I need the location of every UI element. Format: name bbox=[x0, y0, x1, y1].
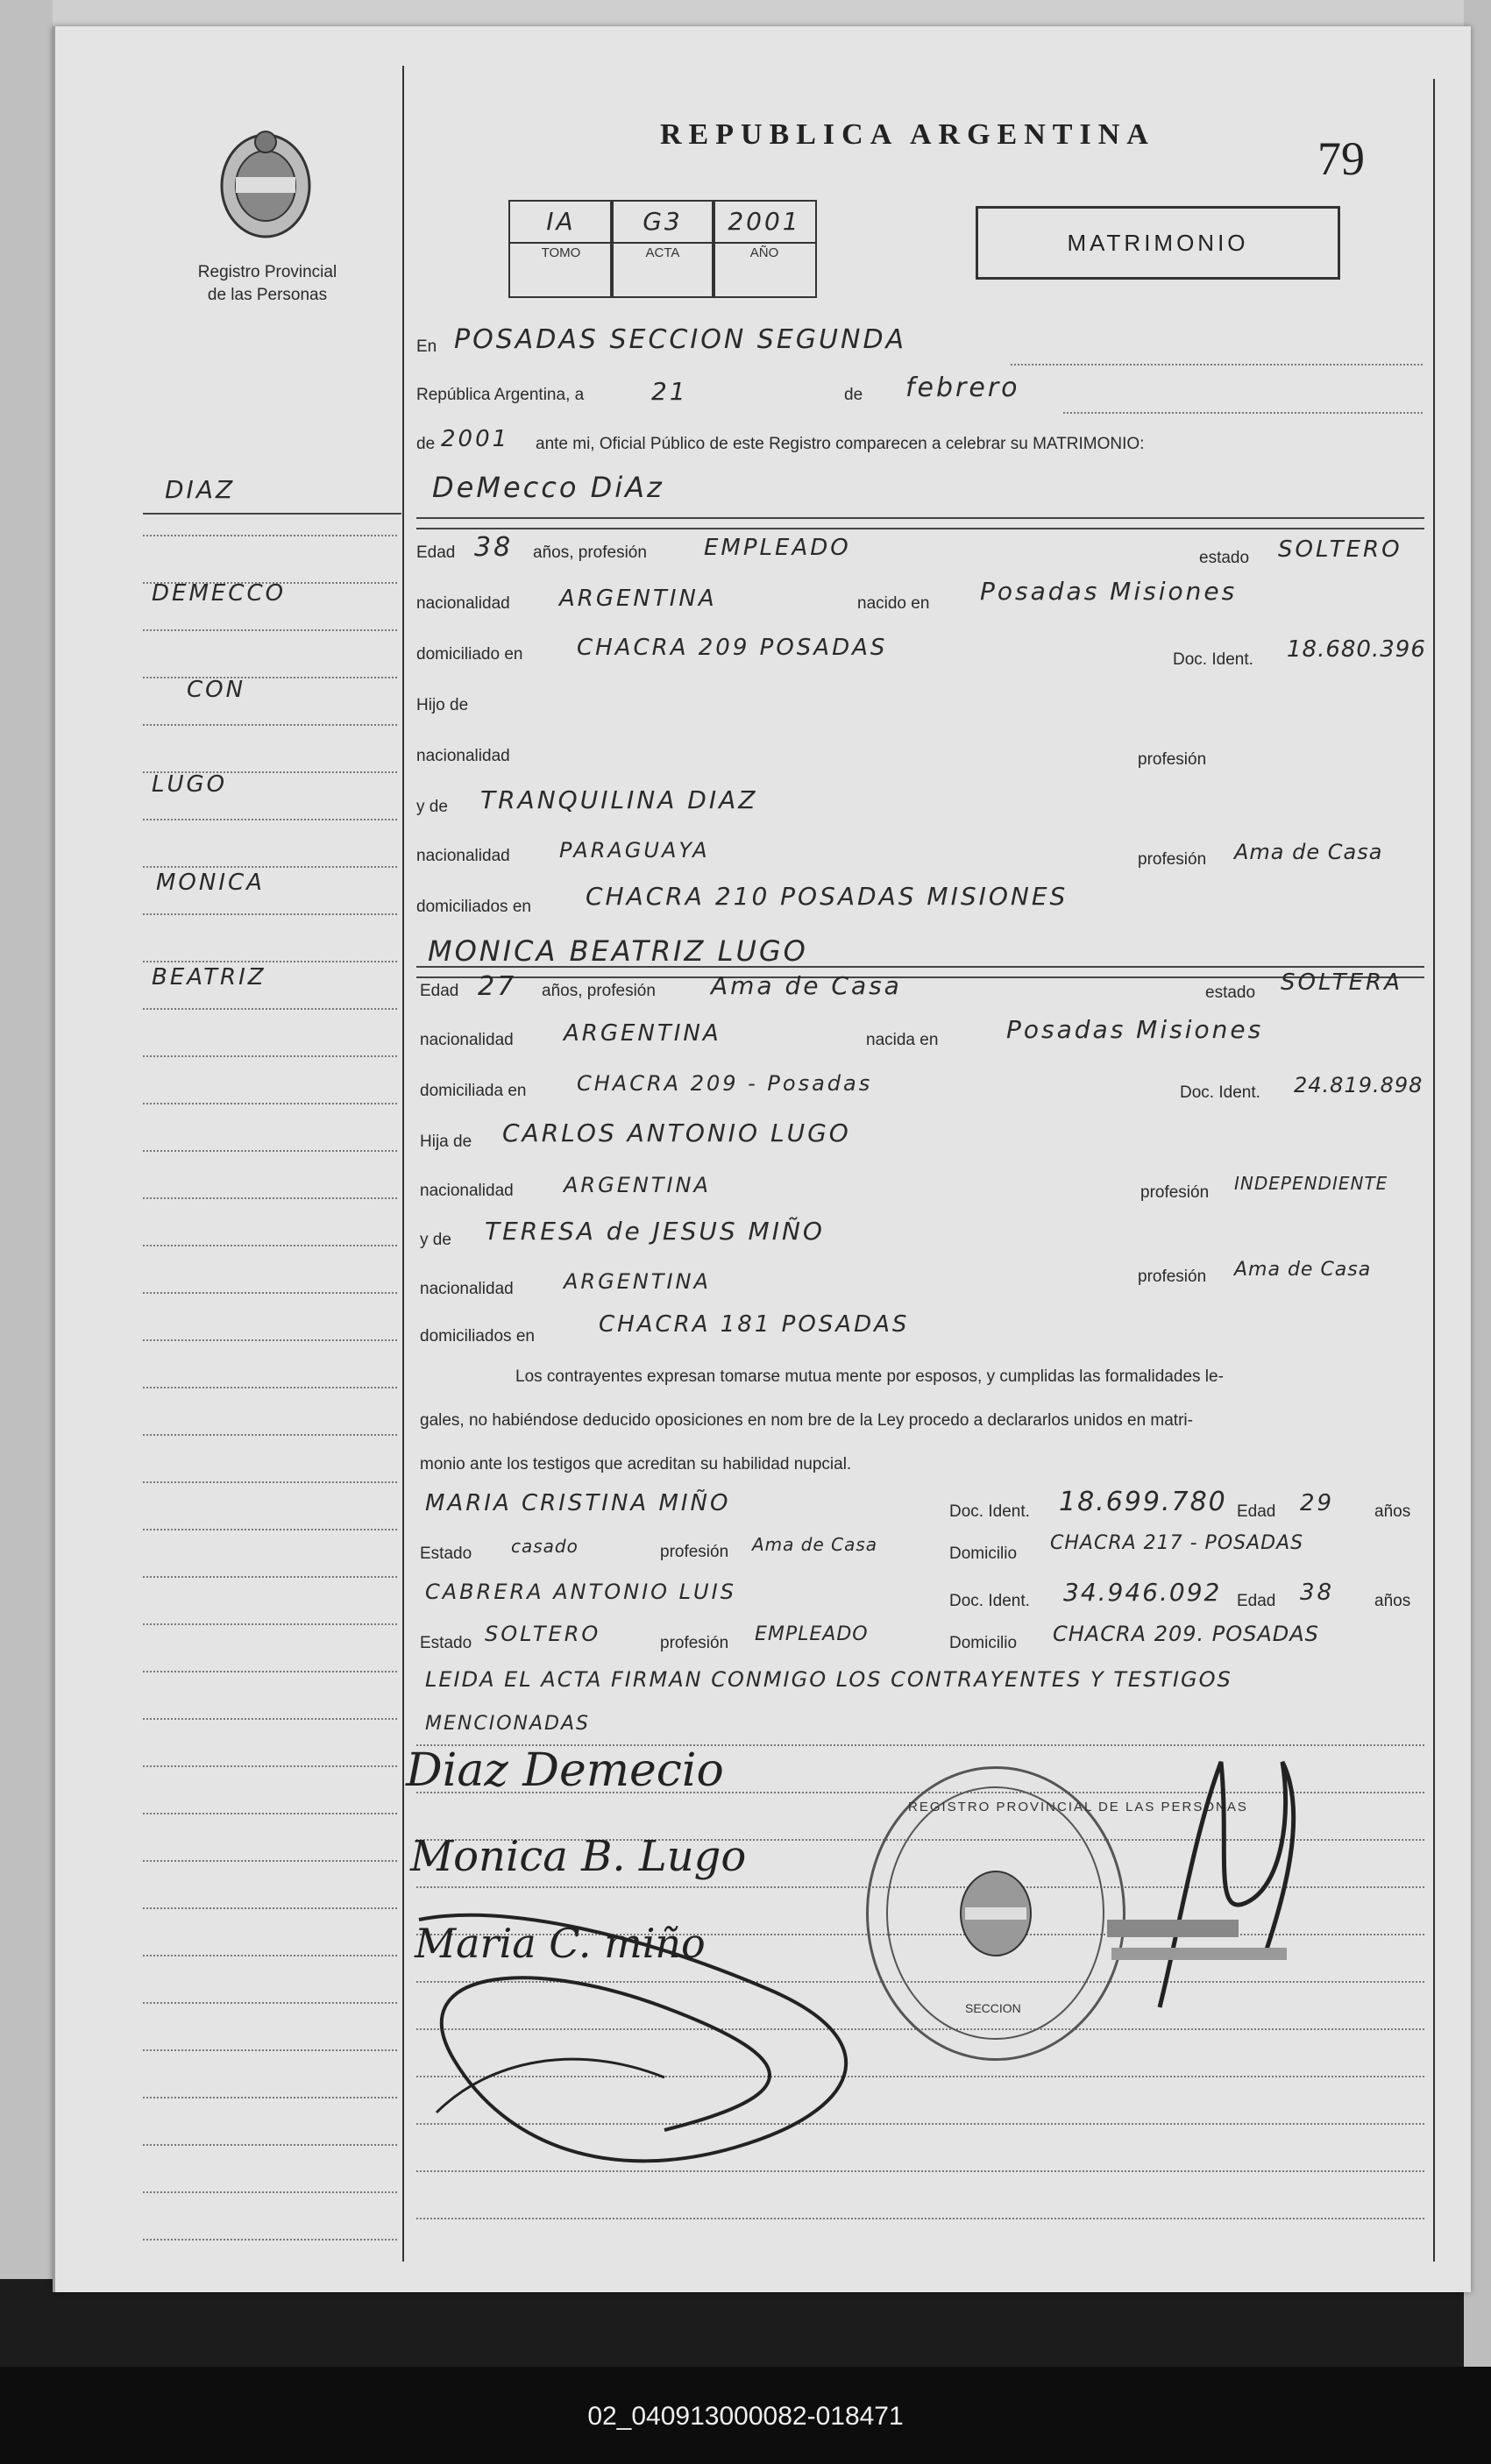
tomo-cell bbox=[508, 200, 614, 298]
margin-name-5: MONICA bbox=[156, 870, 265, 896]
bride-mother-prof-label: profesión bbox=[1138, 1268, 1207, 1286]
day-value: 21 bbox=[651, 377, 688, 406]
tomo-value: IA bbox=[510, 202, 612, 244]
stamp-text: REGISTRO PROVINCIAL DE LAS PERSONAS bbox=[908, 1800, 1248, 1814]
margin-rule bbox=[143, 677, 397, 678]
bride-nacionalidad-label: nacionalidad bbox=[420, 1031, 514, 1049]
margin-rule bbox=[143, 1955, 397, 1956]
official-signature bbox=[1107, 1727, 1335, 2025]
witness2-edad-label: Edad bbox=[1237, 1592, 1276, 1610]
margin-rule bbox=[143, 1481, 397, 1483]
rule bbox=[1063, 412, 1423, 414]
witness2-address: CHACRA 209. POSADAS bbox=[1053, 1622, 1319, 1646]
groom-name: DeMecco DiAz bbox=[432, 471, 664, 504]
de2-label: de bbox=[416, 435, 436, 453]
bride-doc: 24.819.898 bbox=[1294, 1073, 1424, 1097]
bride-profesion-label: años, profesión bbox=[542, 982, 656, 1000]
groom-profesion-label: años, profesión bbox=[533, 543, 647, 562]
margin-rule bbox=[143, 2097, 397, 2098]
groom-mother: TRANQUILINA DIAZ bbox=[480, 785, 758, 814]
margin-rule bbox=[143, 1008, 397, 1010]
margin-rule bbox=[143, 2144, 397, 2146]
ano-label: AÑO bbox=[749, 245, 779, 260]
groom-nationality: ARGENTINA bbox=[559, 586, 717, 612]
rule bbox=[416, 517, 1424, 519]
margin-rule bbox=[143, 1245, 397, 1246]
margin-rule bbox=[143, 2191, 397, 2193]
groom-doc: 18.680.396 bbox=[1287, 636, 1426, 663]
coat-of-arms-icon bbox=[213, 123, 318, 245]
witness1-estado: casado bbox=[511, 1536, 579, 1557]
year-value: 2001 bbox=[441, 426, 510, 452]
margin-rule bbox=[143, 1576, 397, 1578]
witness1-edad-label: Edad bbox=[1237, 1502, 1276, 1521]
witness1-anos-label: años bbox=[1374, 1502, 1411, 1521]
signature-bride: Monica B. Lugo bbox=[410, 1832, 747, 1881]
ano-value: 2001 bbox=[714, 202, 815, 244]
groom-estado: SOLTERO bbox=[1278, 536, 1402, 563]
margin-rule bbox=[143, 535, 397, 536]
bride-nationality: ARGENTINA bbox=[564, 1020, 721, 1047]
signature-groom: Diaz Demecio bbox=[406, 1744, 724, 1797]
country-title: REPUBLICA ARGENTINA bbox=[660, 118, 1155, 151]
groom-doc-label: Doc. Ident. bbox=[1173, 650, 1253, 669]
groom-mother-nat-label: nacionalidad bbox=[416, 847, 510, 865]
bride-estado: SOLTERA bbox=[1281, 969, 1402, 996]
bride-address: CHACRA 209 - Posadas bbox=[577, 1071, 873, 1096]
witness2-profesion-label: profesión bbox=[660, 1634, 729, 1652]
registry-name-line1: Registro Provincial bbox=[197, 263, 337, 281]
republica-label: República Argentina, a bbox=[416, 386, 585, 404]
margin-rule bbox=[143, 582, 397, 584]
margin-name-3: CON bbox=[187, 677, 246, 703]
place-value: POSADAS SECCION SEGUNDA bbox=[454, 324, 907, 355]
margin-rule bbox=[143, 2049, 397, 2051]
margin-rule bbox=[143, 1339, 397, 1341]
margin-rule bbox=[143, 1150, 397, 1152]
content-rule bbox=[416, 2218, 1424, 2219]
witness1-doc: 18.699.780 bbox=[1059, 1487, 1227, 1517]
right-border bbox=[1433, 79, 1435, 2262]
margin-rule bbox=[143, 1860, 397, 1862]
ano-cell bbox=[712, 200, 817, 298]
bride-domicilio-label: domiciliada en bbox=[420, 1082, 527, 1100]
margin-rule bbox=[143, 1718, 397, 1720]
groom-father-nat-label: nacionalidad bbox=[416, 747, 510, 765]
groom-domicilio-label: domiciliado en bbox=[416, 645, 523, 664]
document-type-box bbox=[976, 206, 1340, 280]
bride-mother-nat-label: nacionalidad bbox=[420, 1280, 514, 1298]
margin-name-1: DIAZ bbox=[165, 475, 236, 504]
groom-parents-addr-label: domiciliados en bbox=[416, 898, 531, 916]
bride-doc-label: Doc. Ident. bbox=[1180, 1083, 1260, 1102]
bride-father-nat-label: nacionalidad bbox=[420, 1182, 514, 1200]
acta-cell bbox=[610, 200, 715, 298]
groom-birthplace: Posadas Misiones bbox=[980, 577, 1238, 606]
witness1-domicilio-label: Domicilio bbox=[949, 1544, 1018, 1563]
margin-rule bbox=[143, 1671, 397, 1672]
bride-father-prof: INDEPENDIENTE bbox=[1234, 1173, 1388, 1194]
witness1-estado-label: Estado bbox=[420, 1544, 472, 1563]
bride-name: MONICA BEATRIZ LUGO bbox=[428, 934, 808, 968]
acta-value: G3 bbox=[612, 202, 714, 244]
rule bbox=[416, 528, 1424, 529]
witness2-domicilio-label: Domicilio bbox=[949, 1634, 1018, 1652]
rule bbox=[416, 976, 1424, 978]
bride-mother-prof: Ama de Casa bbox=[1234, 1259, 1372, 1281]
margin-name-2: DEMECCO bbox=[152, 580, 287, 607]
witness2-name: CABRERA ANTONIO LUIS bbox=[425, 1580, 736, 1604]
bride-nacida-label: nacida en bbox=[866, 1031, 939, 1049]
footer-code: 02_040913000082-018471 bbox=[587, 2402, 904, 2431]
margin-rule bbox=[143, 1434, 397, 1436]
groom-age: 38 bbox=[474, 532, 514, 563]
margin-rule bbox=[143, 1387, 397, 1388]
margin-rule bbox=[143, 1055, 397, 1057]
bride-hija-label: Hija de bbox=[420, 1133, 472, 1151]
page-number: 79 bbox=[1317, 132, 1365, 185]
margin-rule bbox=[143, 513, 401, 515]
en-label: En bbox=[416, 337, 437, 356]
groom-hijo-label: Hijo de bbox=[416, 696, 469, 714]
witness1-profession: Ama de Casa bbox=[752, 1534, 878, 1555]
ante-text: ante mi, Oficial Público de este Registro comparecen a celebrar su MATRIMONIO: bbox=[536, 435, 1145, 453]
groom-nacido-label: nacido en bbox=[857, 594, 930, 613]
margin-rule bbox=[143, 2239, 397, 2240]
groom-address: CHACRA 209 POSADAS bbox=[577, 635, 888, 661]
margin-rule bbox=[143, 1529, 397, 1530]
bride-parents-addr-label: domiciliados en bbox=[420, 1327, 535, 1346]
rule bbox=[1011, 364, 1423, 366]
signature-scribble bbox=[401, 1885, 875, 2174]
bride-father-nat: ARGENTINA bbox=[564, 1173, 711, 1197]
margin-rule bbox=[143, 1813, 397, 1814]
groom-yde-label: y de bbox=[416, 798, 448, 816]
bride-father: CARLOS ANTONIO LUGO bbox=[502, 1118, 851, 1147]
margin-rule bbox=[143, 913, 397, 915]
groom-profession: EMPLEADO bbox=[704, 535, 851, 561]
bride-edad-label: Edad bbox=[420, 982, 459, 1000]
stamp-seccion: SECCION bbox=[965, 2001, 1021, 2015]
closing-line-2: MENCIONADAS bbox=[425, 1713, 590, 1735]
bride-father-prof-label: profesión bbox=[1140, 1183, 1210, 1202]
document-type: MATRIMONIO bbox=[1067, 230, 1249, 256]
official-title-stamp bbox=[1111, 1948, 1287, 1960]
witness1-address: CHACRA 217 - POSADAS bbox=[1050, 1532, 1304, 1554]
groom-estado-label: estado bbox=[1199, 549, 1250, 567]
bride-parents-addr: CHACRA 181 POSADAS bbox=[599, 1311, 910, 1338]
margin-rule bbox=[143, 1292, 397, 1294]
formal-line-3: monio ante los testigos que acreditan su habilidad nupcial. bbox=[420, 1455, 852, 1473]
formal-line-1: Los contrayentes expresan tomarse mutua mente por esposos, y cumplidas las formalidades le- bbox=[515, 1367, 1224, 1386]
bride-yde-label: y de bbox=[420, 1231, 451, 1249]
margin-rule bbox=[143, 724, 397, 726]
witness2-doc-label: Doc. Ident. bbox=[949, 1592, 1030, 1610]
closing-line-1: LEIDA EL ACTA FIRMAN CONMIGO LOS CONTRAYENTES Y TESTIGOS bbox=[425, 1667, 1232, 1692]
witness2-anos-label: años bbox=[1374, 1592, 1411, 1610]
formal-line-2: gales, no habiéndose deducido oposiciones en nom bre de la Ley procedo a declararlos unidos en matri- bbox=[420, 1411, 1193, 1430]
book-left-edge bbox=[0, 0, 53, 2279]
groom-mother-nat: PARAGUAYA bbox=[559, 838, 710, 863]
bride-mother: TERESA de JESUS MIÑO bbox=[485, 1217, 825, 1246]
witness1-profesion-label: profesión bbox=[660, 1543, 729, 1561]
witness2-estado: SOLTERO bbox=[485, 1622, 601, 1646]
record-page bbox=[53, 26, 1471, 2292]
stamp-arms-icon bbox=[952, 1865, 1040, 1962]
groom-mother-prof: Ama de Casa bbox=[1234, 840, 1383, 864]
acta-label: ACTA bbox=[645, 245, 680, 260]
margin-rule bbox=[143, 866, 397, 868]
signature-witness: Maria C. miño bbox=[415, 1920, 706, 1967]
tomo-label: TOMO bbox=[541, 245, 581, 260]
margin-rule bbox=[143, 1765, 397, 1767]
margin-rule bbox=[143, 1623, 397, 1625]
de-label: de bbox=[844, 386, 863, 404]
witness1-name: MARIA CRISTINA MIÑO bbox=[425, 1490, 731, 1516]
margin-rule bbox=[143, 2002, 397, 2004]
margin-name-6: BEATRIZ bbox=[152, 964, 266, 991]
margin-rule bbox=[143, 1103, 397, 1104]
margin-rule bbox=[143, 1197, 397, 1199]
bride-profession: Ama de Casa bbox=[711, 971, 902, 1000]
witness2-doc: 34.946.092 bbox=[1063, 1578, 1222, 1607]
groom-nacionalidad-label: nacionalidad bbox=[416, 594, 510, 613]
witness2-profession: EMPLEADO bbox=[755, 1623, 869, 1645]
witness2-estado-label: Estado bbox=[420, 1634, 472, 1652]
margin-name-4: LUGO bbox=[152, 771, 228, 798]
official-name-stamp bbox=[1107, 1920, 1239, 1937]
margin-rule bbox=[143, 961, 397, 962]
margin-rule bbox=[143, 771, 397, 773]
groom-father-prof-label: profesión bbox=[1138, 750, 1207, 769]
official-stamp bbox=[866, 1766, 1248, 2061]
registry-name-line2: de las Personas bbox=[207, 286, 328, 304]
margin-rule bbox=[143, 1907, 397, 1909]
witness2-age: 38 bbox=[1300, 1580, 1335, 1606]
month-value: febrero bbox=[905, 373, 1020, 403]
bride-age: 27 bbox=[478, 971, 517, 1002]
bride-mother-nat: ARGENTINA bbox=[564, 1269, 711, 1294]
groom-edad-label: Edad bbox=[416, 543, 456, 562]
groom-parents-addr: CHACRA 210 POSADAS MISIONES bbox=[586, 882, 1069, 911]
witness1-doc-label: Doc. Ident. bbox=[949, 1502, 1030, 1521]
bride-estado-label: estado bbox=[1205, 983, 1256, 1002]
margin-rule bbox=[143, 819, 397, 820]
margin-rule bbox=[143, 629, 397, 631]
witness1-age: 29 bbox=[1300, 1490, 1335, 1516]
bride-birthplace: Posadas Misiones bbox=[1006, 1015, 1264, 1044]
groom-mother-prof-label: profesión bbox=[1138, 850, 1207, 869]
rule bbox=[416, 966, 1424, 968]
